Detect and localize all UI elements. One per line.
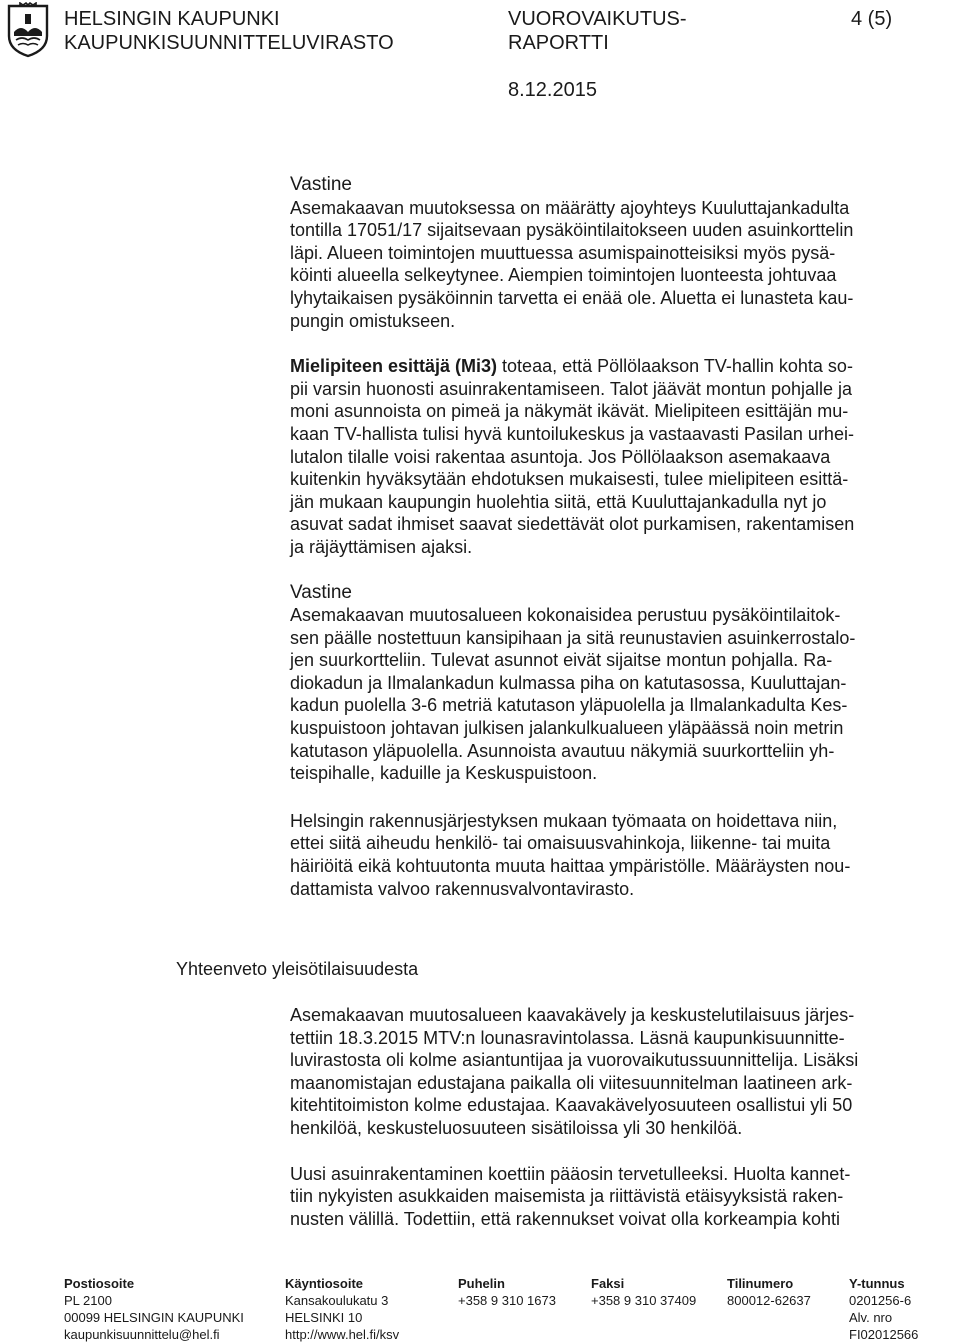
footer-value: 00099 HELSINGIN KAUPUNKI (64, 1310, 244, 1325)
text-line: läpi. Alueen toimintojen muuttuessa asumispainotteisiksi myös pysä- (290, 242, 836, 263)
footer-account-number (727, 1275, 811, 1309)
text-line: pii varsin huonosti asuinrakentamiseen. Talot jäävät montun pohjalle ja (290, 378, 853, 399)
footer-label: Postiosoite (64, 1276, 135, 1291)
footer-value: Kansakoulukatu 3 (285, 1293, 389, 1308)
response-heading: Vastine (290, 174, 352, 195)
text-line: Asemakaavan muutoksessa on määrätty ajoyhteys Kuuluttajankadulta (290, 197, 850, 218)
footer-label: Y-tunnus (849, 1276, 905, 1291)
summary-paragraph-1 (290, 1004, 940, 1140)
text-line: Helsingin rakennusjärjestyksen mukaan työmaata on hoidettava niin, (290, 810, 838, 831)
text-line: ja räjäyttämisen ajaksi. (290, 536, 473, 557)
footer-value: 800012-62637 (727, 1293, 811, 1308)
text-line: henkilöä, keskusteluosuuteen sisätiloissa yli 30 henkilöä. (290, 1117, 743, 1138)
text-line: Uusi asuinrakentaminen koettiin pääosin tervetulleeksi. Huolta kannet- (290, 1163, 851, 1184)
footer-label: Tilinumero (727, 1276, 794, 1291)
department-name: KAUPUNKISUUNNITTELUVIRASTO (64, 32, 394, 54)
text-line: Asemakaavan muutosalueen kaavakävely ja keskustelutilaisuus järjes- (290, 1005, 855, 1025)
summary-body (290, 1004, 940, 1230)
footer-value: HELSINKI 10 (285, 1310, 363, 1325)
footer-fax (591, 1275, 696, 1309)
response-heading: Vastine (290, 581, 352, 603)
footer-label: Puhelin (458, 1276, 505, 1291)
text-line: kuitenkin hyväksytään ehdotuksen mukaisesti, tulee mielipiteen esittä- (290, 469, 849, 490)
summary-paragraph-2 (290, 1163, 940, 1231)
footer-business-id (849, 1275, 918, 1343)
text-line: diokadun ja Ilmalankadun kulmassa piha on katutasossa, Kuuluttajan- (290, 672, 847, 693)
text-line: tontilla 17051/17 sijaitsevaan pysäköintilaitokseen uuden asuinkorttelin (290, 220, 854, 241)
text-line: luvirastosta oli kolme asiantuntijaa ja vuorovaikutussuunnittelija. Lisäksi (290, 1050, 859, 1071)
text-line: sen päälle nostettuun kansipihaan ja sitä reunustavien asuinkerrostalo- (290, 627, 856, 648)
footer-label: Faksi (591, 1276, 625, 1291)
text-line: lyhytaikaisen pysäköinnin tarvetta ei enää ole. Aluetta ei lunasteta kau- (290, 287, 854, 308)
text-line: tettiin 18.3.2015 MTV:n lounasravintolassa. Läsnä kaupunkisuunnitte- (290, 1027, 845, 1048)
text-line: lutalon tilalle voisi rakentaa asuntoja. Jos Pöllölaakson asemakaava (290, 446, 831, 467)
text-line: pungin omistukseen. (290, 310, 456, 331)
text-line (290, 355, 940, 378)
footer-value: +358 9 310 37409 (591, 1293, 697, 1308)
response-paragraph-1 (290, 174, 940, 332)
org-name: HELSINGIN KAUPUNKI (64, 8, 280, 30)
document-type: VUOROVAIKUTUS- (508, 8, 687, 30)
footer-postal-address (64, 1275, 244, 1343)
footer-value: FI02012566 (849, 1327, 919, 1342)
text-line: häiriöitä eikä kohtuutonta muuta haittaa ympäristölle. Määräysten nou- (290, 856, 851, 877)
building-regulation-paragraph (290, 810, 940, 900)
footer-value: +358 9 310 1673 (458, 1293, 556, 1308)
page-number: 4 (5) (851, 8, 893, 30)
text-line: maanomistajan edustajana paikalla oli viitesuunnitelman laatineen ark- (290, 1072, 853, 1093)
helsinki-crest-logo (6, 2, 50, 58)
text-line: kuspuistoon johtavan julkisen jalankulkualueen yläpäässä noin metrin (290, 718, 844, 739)
text-line: tiin nykyisten asukkaiden maisemista ja riittävistä etäisyyksistä raken- (290, 1186, 844, 1207)
section-heading-summary: Yhteenveto yleisötilaisuudesta (176, 959, 419, 979)
text-line: köinti alueella selkeytynee. Aiempien toimintojen luonteesta johtuvaa (290, 265, 837, 286)
footer-website-link[interactable]: http://www.hel.fi/ksv (285, 1327, 400, 1342)
text-line: asuvat sadat ihmiset saavat siedettävät olot purkamisen, rakentamisen (290, 514, 855, 535)
document-date: 8.12.2015 (508, 79, 597, 101)
document-body (290, 174, 940, 900)
footer-value: Alv. nro (849, 1310, 893, 1325)
text-line: teispihalle, kaduille ja Keskuspuistoon. (290, 763, 598, 784)
footer-visiting-address (285, 1275, 399, 1343)
footer-label: Käyntiosoite (285, 1276, 364, 1291)
text-span: toteaa, että Pöllölaakson TV-hallin kohta so- (497, 356, 853, 377)
text-line: moni asunnoista on pimeä ja näkymät ikävät. Mielipiteen esittäjän mu- (290, 401, 849, 422)
commenter-label: Mielipiteen esittäjä (Mi3) (290, 356, 498, 377)
footer-value: 0201256-6 (849, 1293, 912, 1308)
document-type-continued: RAPORTTI (508, 32, 609, 54)
text-line: kitehtitoimiston kolme edustajaa. Kaavakävelyosuuteen osallistui yli 50 (290, 1095, 853, 1116)
footer-value: PL 2100 (64, 1293, 112, 1308)
text-line: jän mukaan kaupungin huolehtia siitä, että Kuuluttajankadulla nyt jo (290, 491, 827, 512)
text-line: kaan TV-hallista tulisi hyvä kuntoilukeskus ja vastaavasti Pasilan urhei- (290, 423, 854, 444)
opinion-paragraph-mi3 (290, 355, 940, 558)
text-line: ettei siitä aiheudu henkilö- tai omaisuusvahinkoja, liikenne- tai muita (290, 833, 831, 854)
text-line: katutason yläpuolella. Asunnoista avautuu näkymiä suurkortteliin yh- (290, 740, 835, 761)
footer-phone (458, 1275, 556, 1309)
response-paragraph-2 (290, 582, 940, 785)
text-line: nusten välillä. Todettiin, että rakennukset voivat olla korkeampia kohti (290, 1208, 840, 1229)
page-footer (0, 1275, 960, 1342)
text-line: kadun puolella 3-6 metriä katutason yläpuolella ja Ilmalankadulta Kes- (290, 695, 848, 716)
footer-email[interactable]: kaupunkisuunnittelu@hel.fi (64, 1327, 220, 1342)
text-line: jen suurkortteliin. Tulevat asunnot eivät sijaitse montun pohjalla. Ra- (290, 650, 833, 671)
text-line: dattamista valvoo rakennusvalvontavirasto. (290, 878, 635, 899)
text-line: Asemakaavan muutosalueen kokonaisidea perustuu pysäköintilaitok- (290, 605, 841, 626)
